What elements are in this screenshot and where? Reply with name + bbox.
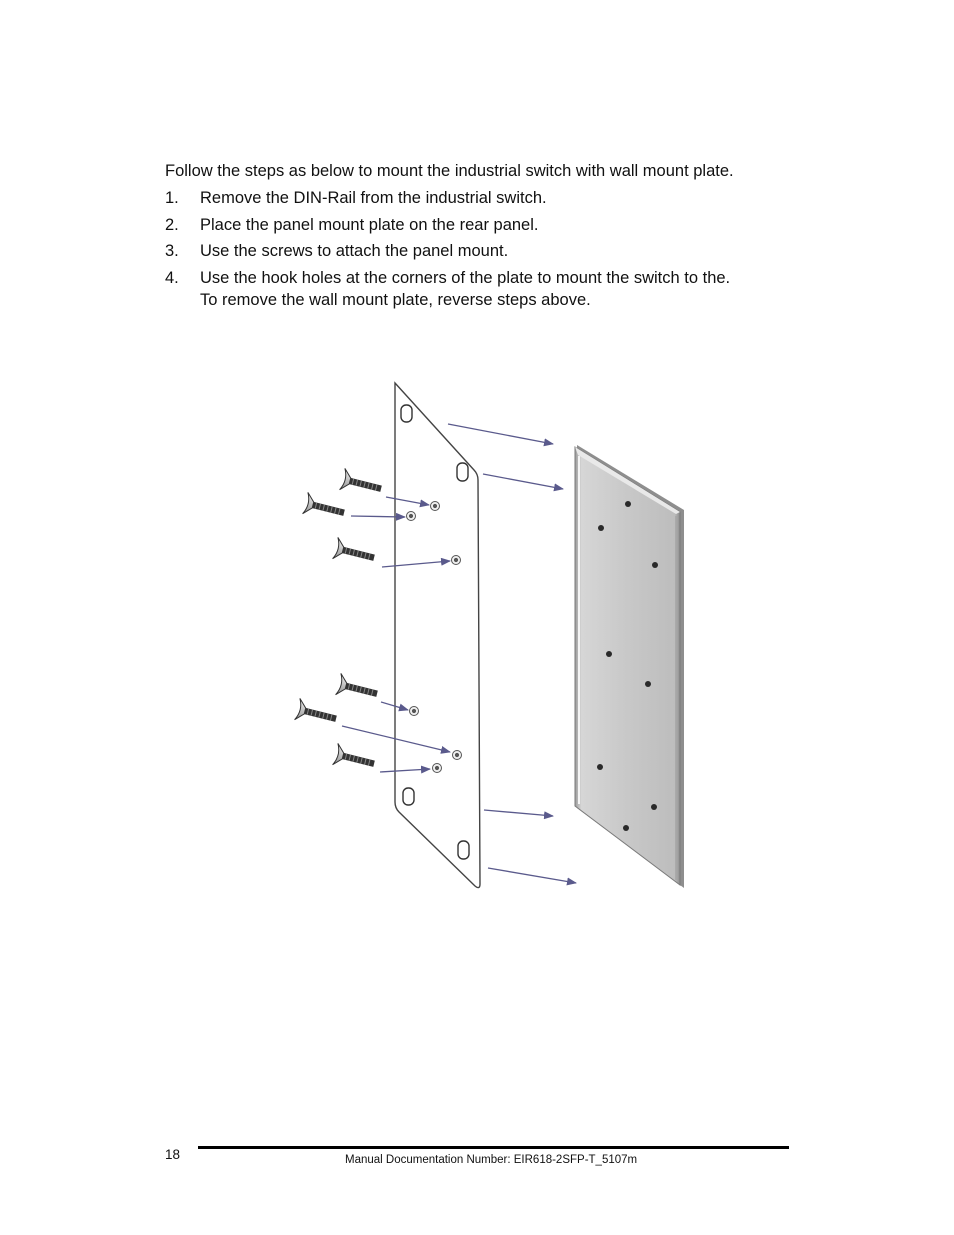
steps-list [165,187,805,315]
screws [295,468,384,774]
step-item [165,267,805,311]
screw-icon [340,468,384,499]
screw-icon [336,673,380,704]
doc-number: Manual Documentation Number: EIR618-2SFP-T_5107m [345,1154,638,1166]
page-number: 18 [165,1147,181,1162]
footer-divider [198,1146,789,1149]
intro-paragraph: Follow the steps as below to mount the industrial switch with wall mount plate. [165,162,734,180]
step-number: 3. [165,242,179,260]
step-text: Remove the DIN-Rail from the industrial switch. [200,189,547,207]
screw-icon [295,698,339,729]
wall-mount-plate [395,383,480,888]
step-text: Use the hook holes at the corners of the plate to mount the switch to the. [200,268,731,287]
step-number: 4. [165,268,179,287]
step-item [165,214,805,236]
step-number: 2. [165,215,179,234]
step-item [165,187,805,209]
step-text: Place the panel mount plate on the rear panel. [200,215,539,234]
screw-icon [333,743,377,774]
switch-body [575,445,684,888]
step-number: 1. [165,189,179,207]
step-note: To remove the wall mount plate, reverse steps above. [200,290,591,309]
screw-icon [333,537,377,568]
step-item [165,240,805,262]
wall-mount-diagram [280,370,700,900]
step-text: Use the screws to attach the panel mount. [200,242,509,260]
screw-icon [303,492,347,523]
